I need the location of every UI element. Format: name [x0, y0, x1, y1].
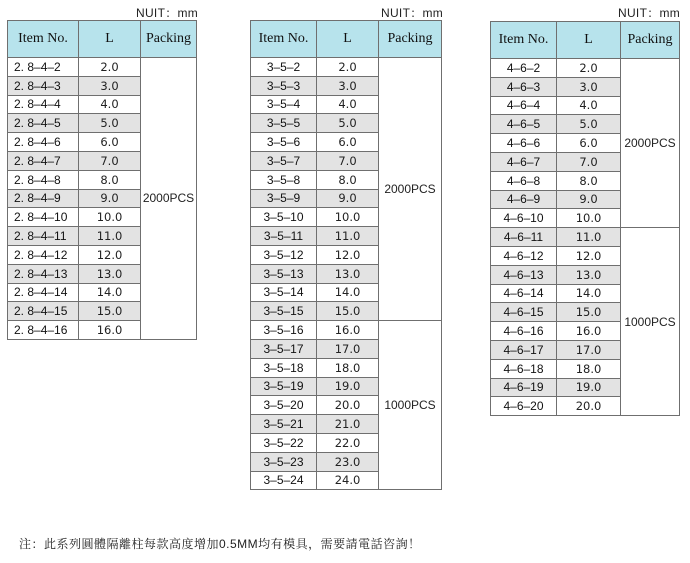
- item-no-cell: 4–6–18: [491, 359, 557, 378]
- length-cell: 11.0: [317, 227, 379, 246]
- item-no-cell: 4–6–9: [491, 190, 557, 209]
- item-no-cell: 2. 8–4–15: [8, 302, 79, 321]
- item-no-cell: 3–5–24: [251, 471, 317, 490]
- item-no-cell: 3–5–15: [251, 302, 317, 321]
- packing-cell: 2000PCS: [379, 58, 442, 321]
- item-no-cell: 3–5–14: [251, 283, 317, 302]
- spec-table-2-8: [7, 20, 197, 340]
- length-cell: 14.0: [79, 283, 141, 302]
- item-no-cell: 4–6–2: [491, 59, 557, 78]
- packing-cell: 1000PCS: [621, 228, 680, 416]
- item-no-cell: 2. 8–4–11: [8, 227, 79, 246]
- item-no-cell: 4–6–20: [491, 397, 557, 416]
- length-cell: 16.0: [79, 321, 141, 340]
- item-no-cell: 3–5–22: [251, 433, 317, 452]
- length-cell: 13.0: [79, 264, 141, 283]
- item-no-cell: 3–5–18: [251, 358, 317, 377]
- length-cell: 7.0: [79, 151, 141, 170]
- item-no-cell: 2. 8–4–7: [8, 151, 79, 170]
- length-cell: 7.0: [557, 152, 621, 171]
- item-no-cell: 4–6–4: [491, 96, 557, 115]
- length-cell: 10.0: [557, 209, 621, 228]
- header-length: L: [557, 22, 621, 59]
- header-item-no: Item No.: [491, 22, 557, 59]
- item-no-cell: 3–5–21: [251, 415, 317, 434]
- spec-table-3-5: [250, 20, 442, 490]
- length-cell: 8.0: [557, 171, 621, 190]
- item-no-cell: 4–6–12: [491, 246, 557, 265]
- item-no-cell: 3–5–12: [251, 245, 317, 264]
- length-cell: 9.0: [79, 189, 141, 208]
- item-no-cell: 2. 8–4–12: [8, 245, 79, 264]
- length-cell: 11.0: [557, 228, 621, 247]
- length-cell: 11.0: [79, 227, 141, 246]
- item-no-cell: 2. 8–4–4: [8, 95, 79, 114]
- item-no-cell: 3–5–4: [251, 95, 317, 114]
- header-item-no: Item No.: [8, 21, 79, 58]
- header-item-no: Item No.: [251, 21, 317, 58]
- item-no-cell: 2. 8–4–16: [8, 321, 79, 340]
- table-row: [491, 59, 680, 78]
- item-no-cell: 3–5–5: [251, 114, 317, 133]
- length-cell: 4.0: [79, 95, 141, 114]
- packing-cell: 2000PCS: [141, 58, 197, 340]
- item-no-cell: 3–5–20: [251, 396, 317, 415]
- header-packing: Packing: [141, 21, 197, 58]
- item-no-cell: 3–5–7: [251, 151, 317, 170]
- item-no-cell: 2. 8–4–2: [8, 58, 79, 77]
- length-cell: 3.0: [557, 77, 621, 96]
- item-no-cell: 3–5–11: [251, 227, 317, 246]
- item-no-cell: 4–6–7: [491, 152, 557, 171]
- length-cell: 6.0: [557, 134, 621, 153]
- item-no-cell: 3–5–23: [251, 452, 317, 471]
- length-cell: 14.0: [557, 284, 621, 303]
- length-cell: 19.0: [557, 378, 621, 397]
- length-cell: 8.0: [79, 170, 141, 189]
- item-no-cell: 4–6–8: [491, 171, 557, 190]
- item-no-cell: 3–5–17: [251, 339, 317, 358]
- length-cell: 18.0: [317, 358, 379, 377]
- length-cell: 4.0: [557, 96, 621, 115]
- length-cell: 12.0: [79, 245, 141, 264]
- length-cell: 6.0: [317, 133, 379, 152]
- length-cell: 9.0: [317, 189, 379, 208]
- header-packing: Packing: [621, 22, 680, 59]
- item-no-cell: 3–5–16: [251, 321, 317, 340]
- length-cell: 15.0: [317, 302, 379, 321]
- item-no-cell: 3–5–6: [251, 133, 317, 152]
- length-cell: 16.0: [557, 322, 621, 341]
- length-cell: 22.0: [317, 433, 379, 452]
- spec-table-4-6: [490, 21, 680, 416]
- item-no-cell: 4–6–5: [491, 115, 557, 134]
- length-cell: 24.0: [317, 471, 379, 490]
- item-no-cell: 4–6–10: [491, 209, 557, 228]
- length-cell: 6.0: [79, 133, 141, 152]
- length-cell: 2.0: [557, 59, 621, 78]
- packing-cell: 1000PCS: [379, 321, 442, 490]
- item-no-cell: 2. 8–4–14: [8, 283, 79, 302]
- length-cell: 23.0: [317, 452, 379, 471]
- table-row: [251, 321, 442, 340]
- item-no-cell: 4–6–19: [491, 378, 557, 397]
- item-no-cell: 4–6–11: [491, 228, 557, 247]
- length-cell: 12.0: [557, 246, 621, 265]
- length-cell: 8.0: [317, 170, 379, 189]
- unit-label-3: NUIT：mm: [618, 6, 681, 20]
- length-cell: 9.0: [557, 190, 621, 209]
- length-cell: 5.0: [557, 115, 621, 134]
- item-no-cell: 4–6–15: [491, 303, 557, 322]
- length-cell: 16.0: [317, 321, 379, 340]
- length-cell: 5.0: [79, 114, 141, 133]
- packing-cell: 2000PCS: [621, 59, 680, 228]
- table-row: [491, 228, 680, 247]
- length-cell: 4.0: [317, 95, 379, 114]
- length-cell: 20.0: [317, 396, 379, 415]
- length-cell: 17.0: [317, 339, 379, 358]
- length-cell: 7.0: [317, 151, 379, 170]
- length-cell: 19.0: [317, 377, 379, 396]
- length-cell: 14.0: [317, 283, 379, 302]
- item-no-cell: 2. 8–4–3: [8, 76, 79, 95]
- item-no-cell: 3–5–10: [251, 208, 317, 227]
- length-cell: 10.0: [317, 208, 379, 227]
- length-cell: 17.0: [557, 340, 621, 359]
- item-no-cell: 2. 8–4–8: [8, 170, 79, 189]
- item-no-cell: 2. 8–4–5: [8, 114, 79, 133]
- item-no-cell: 4–6–3: [491, 77, 557, 96]
- length-cell: 15.0: [79, 302, 141, 321]
- item-no-cell: 4–6–17: [491, 340, 557, 359]
- length-cell: 3.0: [79, 76, 141, 95]
- item-no-cell: 3–5–8: [251, 170, 317, 189]
- item-no-cell: 2. 8–4–6: [8, 133, 79, 152]
- item-no-cell: 4–6–14: [491, 284, 557, 303]
- header-length: L: [79, 21, 141, 58]
- header-packing: Packing: [379, 21, 442, 58]
- length-cell: 21.0: [317, 415, 379, 434]
- length-cell: 2.0: [317, 58, 379, 77]
- length-cell: 13.0: [317, 264, 379, 283]
- item-no-cell: 4–6–6: [491, 134, 557, 153]
- table-row: [8, 58, 197, 77]
- item-no-cell: 3–5–3: [251, 76, 317, 95]
- unit-label-1: NUIT：mm: [136, 6, 199, 20]
- table-row: [251, 58, 442, 77]
- header-length: L: [317, 21, 379, 58]
- length-cell: 2.0: [79, 58, 141, 77]
- length-cell: 20.0: [557, 397, 621, 416]
- item-no-cell: 3–5–19: [251, 377, 317, 396]
- length-cell: 10.0: [79, 208, 141, 227]
- length-cell: 5.0: [317, 114, 379, 133]
- length-cell: 12.0: [317, 245, 379, 264]
- unit-label-2: NUIT：mm: [381, 6, 444, 20]
- item-no-cell: 3–5–2: [251, 58, 317, 77]
- item-no-cell: 2. 8–4–10: [8, 208, 79, 227]
- length-cell: 18.0: [557, 359, 621, 378]
- item-no-cell: 3–5–13: [251, 264, 317, 283]
- item-no-cell: 4–6–16: [491, 322, 557, 341]
- item-no-cell: 4–6–13: [491, 265, 557, 284]
- item-no-cell: 2. 8–4–13: [8, 264, 79, 283]
- item-no-cell: 2. 8–4–9: [8, 189, 79, 208]
- length-cell: 3.0: [317, 76, 379, 95]
- length-cell: 13.0: [557, 265, 621, 284]
- item-no-cell: 3–5–9: [251, 189, 317, 208]
- length-cell: 15.0: [557, 303, 621, 322]
- footnote: 注：此系列圓體隔離柱每款高度增加0.5MM均有模具，需要請電話咨詢！: [19, 537, 421, 551]
